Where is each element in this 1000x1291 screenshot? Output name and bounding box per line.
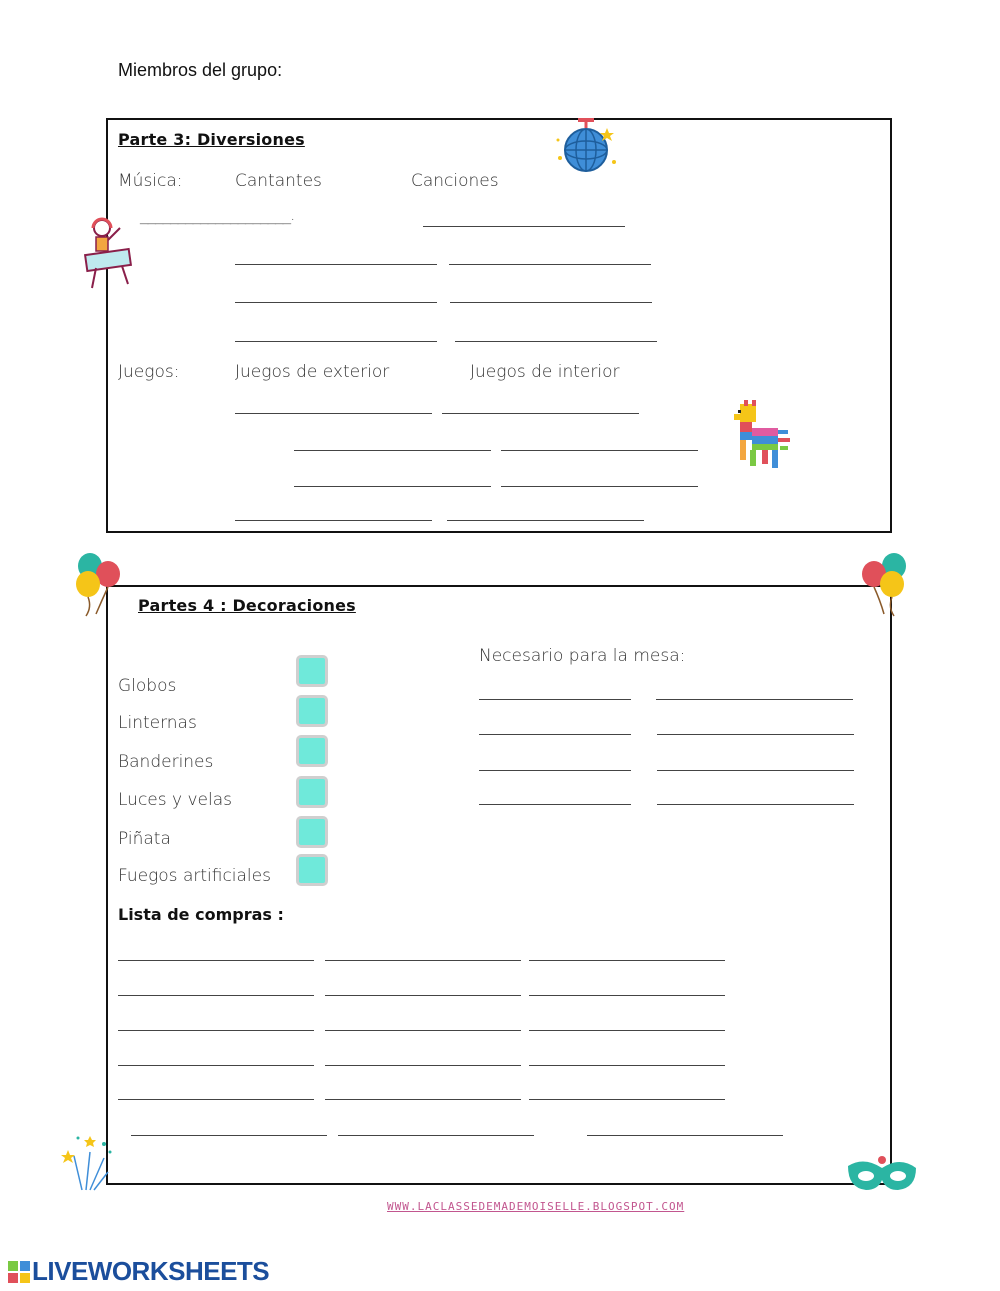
shopping-blank[interactable] (118, 1030, 314, 1031)
singer-blank[interactable] (235, 264, 437, 265)
decoration-label-pinata: Piñata (118, 829, 171, 849)
table-item-blank[interactable] (657, 770, 854, 771)
table-item-blank[interactable] (479, 804, 631, 805)
shopping-blank[interactable] (529, 1065, 725, 1066)
shopping-blank[interactable] (325, 995, 521, 996)
indoor-game-blank[interactable] (501, 486, 698, 487)
table-item-blank[interactable] (479, 699, 631, 700)
song-blank[interactable] (455, 341, 657, 342)
outdoor-game-blank[interactable] (235, 520, 432, 521)
songs-label: Canciones (411, 171, 499, 191)
checkbox-pinata[interactable] (296, 816, 328, 848)
song-blank[interactable] (423, 226, 625, 227)
part3-title: Parte 3: Diversiones (118, 130, 305, 149)
shopping-blank[interactable] (131, 1135, 327, 1136)
outdoor-game-blank[interactable] (294, 486, 491, 487)
outdoor-games-label: Juegos de exterior (235, 362, 390, 382)
blog-link[interactable]: WWW.LACLASSEDEMADEMOISELLE.BLOGSPOT.COM (387, 1200, 685, 1213)
table-item-blank[interactable] (479, 734, 631, 735)
shopping-blank[interactable] (325, 1065, 521, 1066)
singer-blank[interactable] (235, 302, 437, 303)
carnival-mask-icon (844, 1154, 920, 1198)
shopping-blank[interactable] (325, 1099, 521, 1100)
shopping-blank[interactable] (587, 1135, 783, 1136)
dj-icon (82, 216, 138, 292)
games-label: Juegos: (118, 362, 180, 382)
shopping-blank[interactable] (338, 1135, 534, 1136)
liveworksheets-brand[interactable]: LIVEWORKSHEETS (32, 1256, 270, 1286)
song-blank[interactable] (449, 264, 651, 265)
indoor-game-blank[interactable] (501, 450, 698, 451)
first-singer-blank[interactable]: ____________________. (140, 205, 295, 225)
shopping-blank[interactable] (118, 1099, 314, 1100)
shopping-blank[interactable] (529, 995, 725, 996)
shopping-blank[interactable] (529, 1030, 725, 1031)
part4-title: Partes 4 : Decoraciones (138, 596, 356, 615)
shopping-blank[interactable] (325, 1030, 521, 1031)
checkbox-fuegos[interactable] (296, 854, 328, 886)
outdoor-game-blank[interactable] (294, 450, 491, 451)
table-item-blank[interactable] (657, 734, 854, 735)
table-item-blank[interactable] (656, 699, 853, 700)
table-item-blank[interactable] (657, 804, 854, 805)
decoration-label-globos: Globos (118, 676, 177, 696)
indoor-game-blank[interactable] (442, 413, 639, 414)
checkbox-linternas[interactable] (296, 695, 328, 727)
singer-blank[interactable] (235, 341, 437, 342)
checkbox-luces[interactable] (296, 776, 328, 808)
decoration-label-linternas: Linternas (118, 713, 197, 733)
shopping-list-label: Lista de compras : (118, 905, 284, 924)
decoration-label-luces: Luces y velas (118, 790, 232, 810)
song-blank[interactable] (450, 302, 652, 303)
pinata-icon (728, 400, 794, 472)
checkbox-globos[interactable] (296, 655, 328, 687)
music-label: Música: (118, 171, 183, 191)
decoration-label-banderines: Banderines (118, 752, 214, 772)
table-needs-label: Necesario para la mesa: (479, 646, 686, 666)
shopping-blank[interactable] (529, 960, 725, 961)
shopping-blank[interactable] (118, 1065, 314, 1066)
group-members-label: Miembros del grupo: (118, 60, 283, 80)
singers-label: Cantantes (235, 171, 322, 191)
shopping-blank[interactable] (529, 1099, 725, 1100)
liveworksheets-logo-icon (8, 1261, 30, 1283)
fireworks-icon (60, 1132, 116, 1192)
shopping-blank[interactable] (325, 960, 521, 961)
indoor-games-label: Juegos de interior (470, 362, 620, 382)
shopping-blank[interactable] (118, 995, 314, 996)
table-item-blank[interactable] (479, 770, 631, 771)
outdoor-game-blank[interactable] (235, 413, 432, 414)
balloons-icon (74, 552, 130, 618)
balloons-icon (856, 552, 912, 618)
decoration-label-fuegos: Fuegos artificiales (118, 866, 271, 886)
indoor-game-blank[interactable] (447, 520, 644, 521)
checkbox-banderines[interactable] (296, 735, 328, 767)
disco-ball-icon (550, 118, 622, 184)
shopping-blank[interactable] (118, 960, 314, 961)
